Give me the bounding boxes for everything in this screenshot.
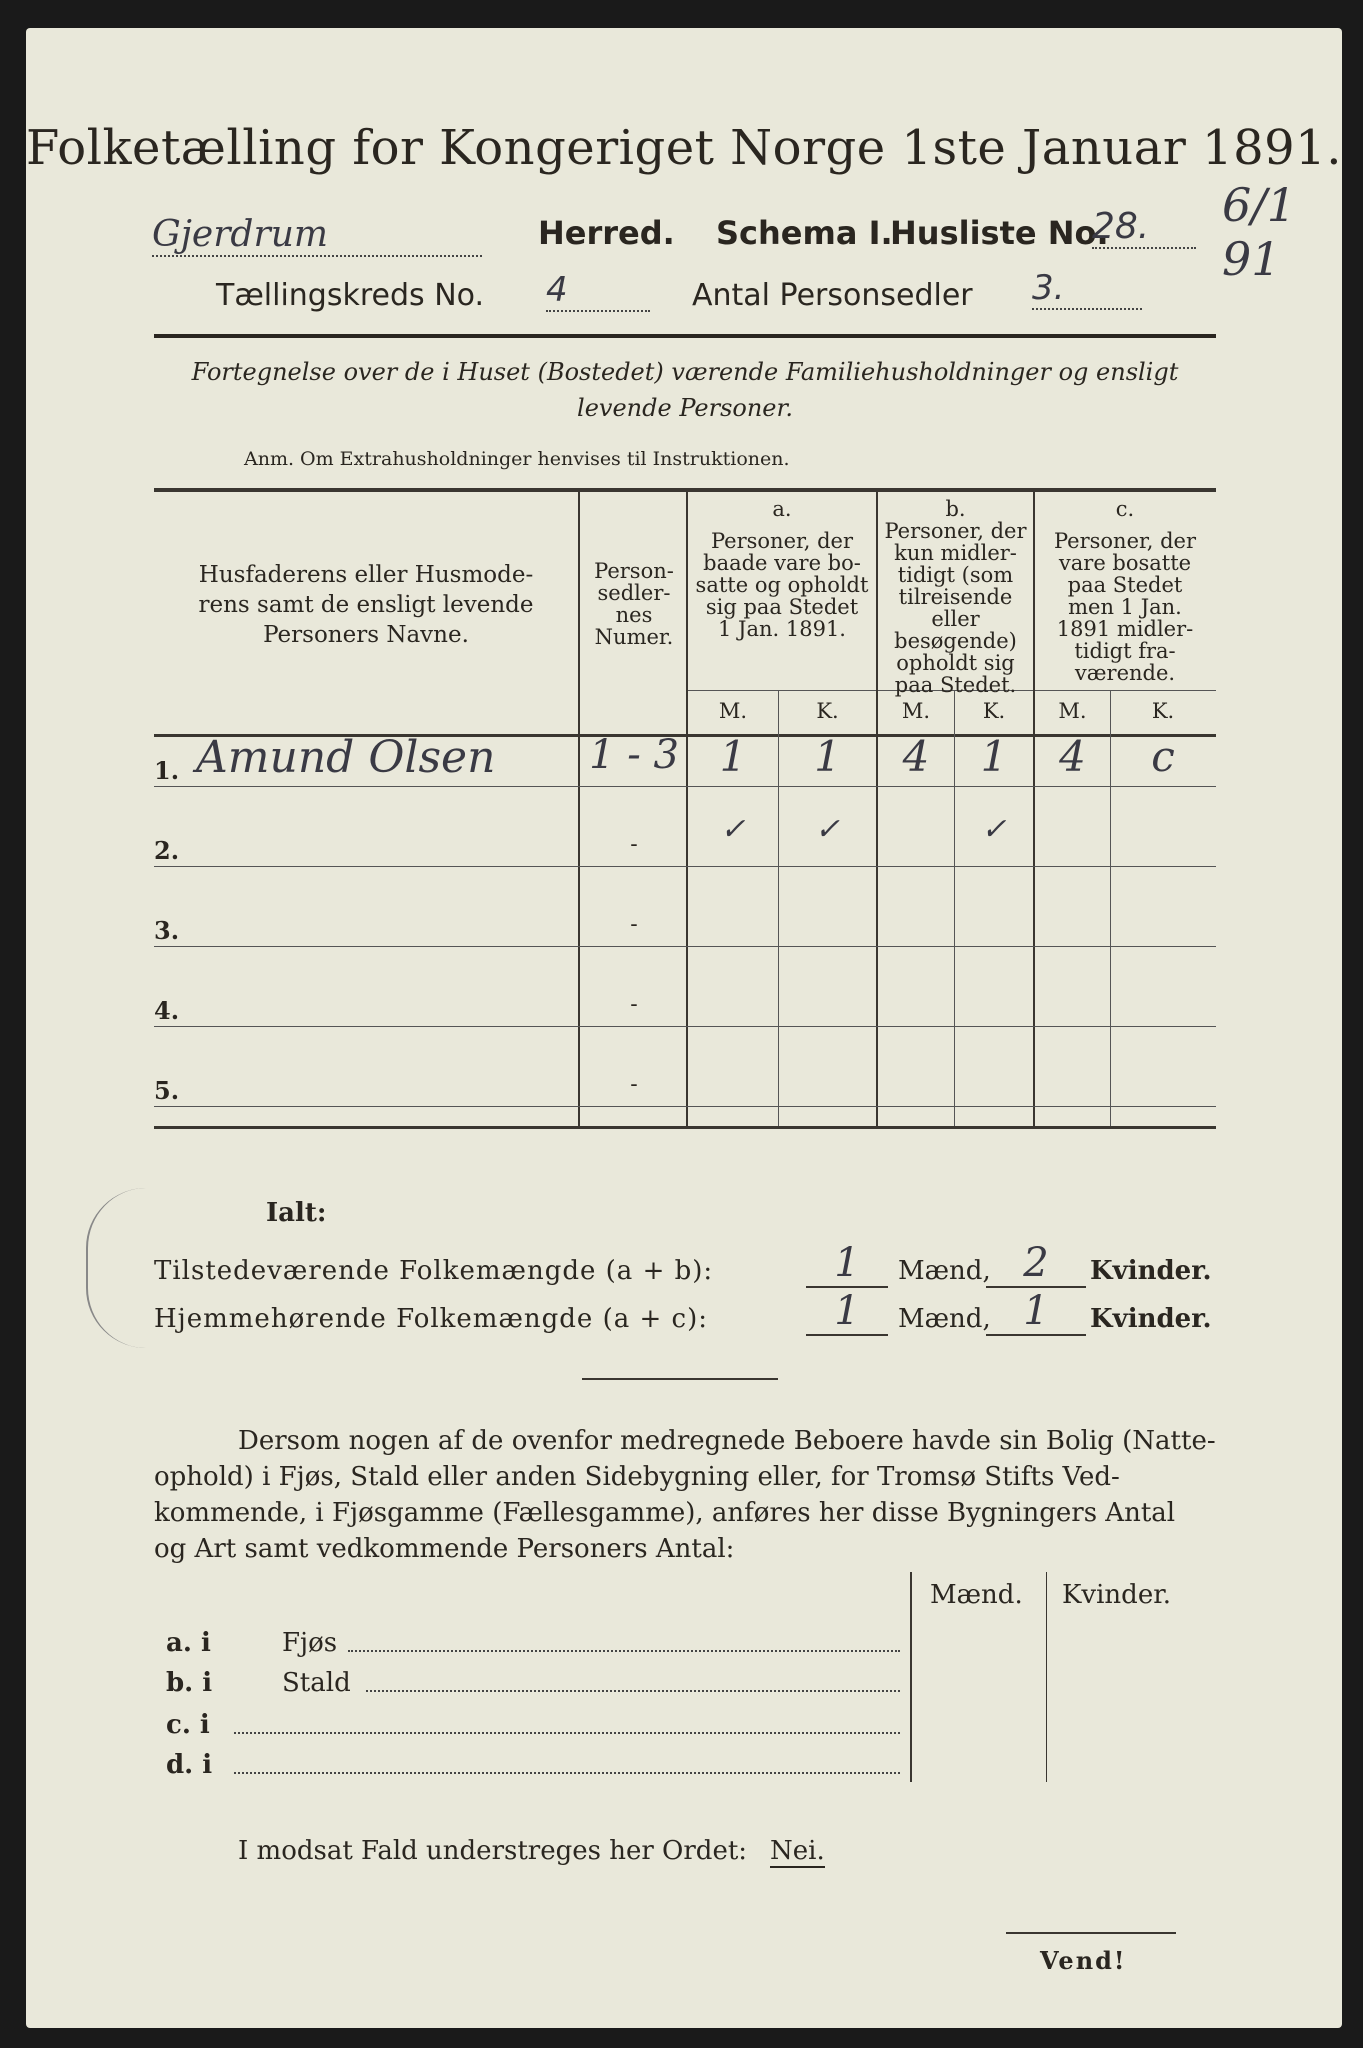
b-k-label: K. [982,699,1006,723]
notice-b-label: b. i [166,1668,213,1698]
row-cell-aM: 1 [719,732,747,781]
row-rule [154,946,1216,947]
husliste-number: 28. [1092,206,1196,249]
notice-line4: og Art samt vedkommende Personers Antal: [154,1534,735,1564]
ialt-label: Ialt: [266,1198,327,1228]
row-cell-cM: 4 [1059,732,1086,781]
row-number: 2. [154,836,180,865]
row-rule [154,1106,1216,1107]
herred-field [152,214,532,257]
antal-label: Antal Personsedler [692,278,973,313]
subtitle-line1: Fortegnelse over de i Huset (Bostedet) værende Familiehusholdninger og ensligt [191,358,1179,386]
row-cell-cK: c [1151,732,1175,781]
a-k-label: K. [816,699,839,723]
section-divider [582,1378,778,1380]
c-m-label: M. [1058,699,1087,723]
row-number: 1. [154,756,180,785]
col-header-b: b. Personer, der kun midler- tidigt (som tilreisende eller besøgende) opholdt sig paa Stedet. [884,497,1027,697]
kreds-number: 4 [546,270,650,312]
row-cell-aM: ✓ [720,812,746,847]
col-divider-1 [578,490,580,1126]
totals-line2-label: Hjemmehørende Folkemængde (a + c): [154,1304,708,1334]
anm-note: Anm. Om Extrahusholdninger henvises til Instruktionen. [244,448,790,470]
col-header-a: a. Personer, der baade vare bo- satte og opholdt sig paa Stedet 1 Jan. 1891. [695,497,869,641]
herred-label: Herred. [538,214,675,252]
notice-a-dots [348,1650,900,1652]
row-personsedler-number: - [630,912,638,937]
notice-col-divider-2 [1046,1572,1047,1782]
row-rule [154,1026,1216,1027]
row-personsedler-number: - [630,832,638,857]
subtitle-line2: levende Personer. [577,394,793,422]
totals-line2-kvinder-value: 1 [986,1288,1086,1336]
totals-line2-maend-value: 1 [806,1288,888,1336]
col-header-c: c. Personer, der vare bosatte paa Stedet men 1 Jan. 1891 midler- tidigt fra- værende. [1053,497,1197,685]
notice-b-dots [366,1690,900,1692]
husliste-label: Husliste No. [890,214,1109,252]
b-m-label: M. [901,699,931,723]
totals-line1-label: Tilstedeværende Folkemængde (a + b): [154,1256,714,1286]
notice-d-label: d. i [166,1750,213,1780]
notice-d-dots [234,1772,900,1774]
census-form-page [26,28,1342,2028]
antal-value: 3. [1032,268,1142,310]
totals-line1-maend: Mænd, [898,1256,991,1286]
table-bottom-border [154,1126,1216,1129]
row-personsedler-number: - [630,1072,638,1097]
totals-line1-kvinder-value: 2 [986,1240,1086,1288]
row-cell-bK: 1 [980,732,1008,781]
col-header-names: Husfaderens eller Husmode- rens samt de ensligt levende Personers Navne. [198,562,534,648]
notice-a-label: a. i [166,1628,211,1658]
schema-label: Schema I. [716,214,893,252]
pencil-bracket-mark [86,1188,148,1348]
margin-note: 6/1 91 [1222,178,1297,286]
vend-label: Vend! [1040,1946,1127,1975]
notice-kvinder-header: Kvinder. [1062,1580,1172,1610]
herred-name: Gjerdrum [152,214,482,257]
notice-line2: ophold) i Fjøs, Stald eller anden Sidebygning eller, for Tromsø Stifts Ved- [154,1462,1120,1492]
row-number: 3. [154,916,180,945]
totals-line2-kvinder: Kvinder. [1090,1304,1212,1334]
totals-line1-maend-value: 1 [806,1240,888,1288]
row-number: 5. [154,1076,180,1105]
header-divider [154,334,1216,338]
row-cell-bK: ✓ [981,812,1007,847]
form-title: Folketælling for Kongeriget Norge 1ste Januar 1891. [26,120,1342,176]
vend-rule [1006,1932,1176,1934]
row-cell-aK: ✓ [814,812,841,847]
table-top-border [154,488,1216,492]
col-header-number: Person- sedler- nes Numer. [594,559,674,649]
row-rule [154,786,1216,787]
notice-a-text: Fjøs [282,1628,338,1658]
notice-c-dots [234,1732,900,1734]
notice-line1: Dersom nogen af de ovenfor medregnede Beboere havde sin Bolig (Natte- [238,1426,1216,1456]
totals-line2-maend: Mænd, [898,1304,991,1334]
row-personsedler-number: - [630,992,638,1017]
row-number: 4. [154,996,180,1025]
row-cell-aK: 1 [814,732,841,781]
a-m-label: M. [718,699,748,723]
notice-b-text: Stald [282,1668,351,1698]
notice-c-label: c. i [166,1710,210,1740]
c-k-label: K. [1151,699,1175,723]
notice-line3: kommende, i Fjøsgamme (Fællesgamme), anføres her disse Bygningers Antal [154,1498,1176,1528]
row-name: Amund Olsen [196,732,496,783]
kreds-label: Tællingskreds No. [216,278,484,313]
row-personsedler-number: 1 - 3 [589,732,679,778]
modsat-text: I modsat Fald understreges her Ordet: [238,1836,748,1866]
row-cell-bM: 4 [902,732,930,781]
notice-maend-header: Mænd. [930,1580,1023,1610]
totals-line1-kvinder: Kvinder. [1090,1256,1212,1286]
notice-col-divider-1 [910,1572,912,1782]
row-rule [154,866,1216,867]
nei-word: Nei. [770,1836,825,1866]
